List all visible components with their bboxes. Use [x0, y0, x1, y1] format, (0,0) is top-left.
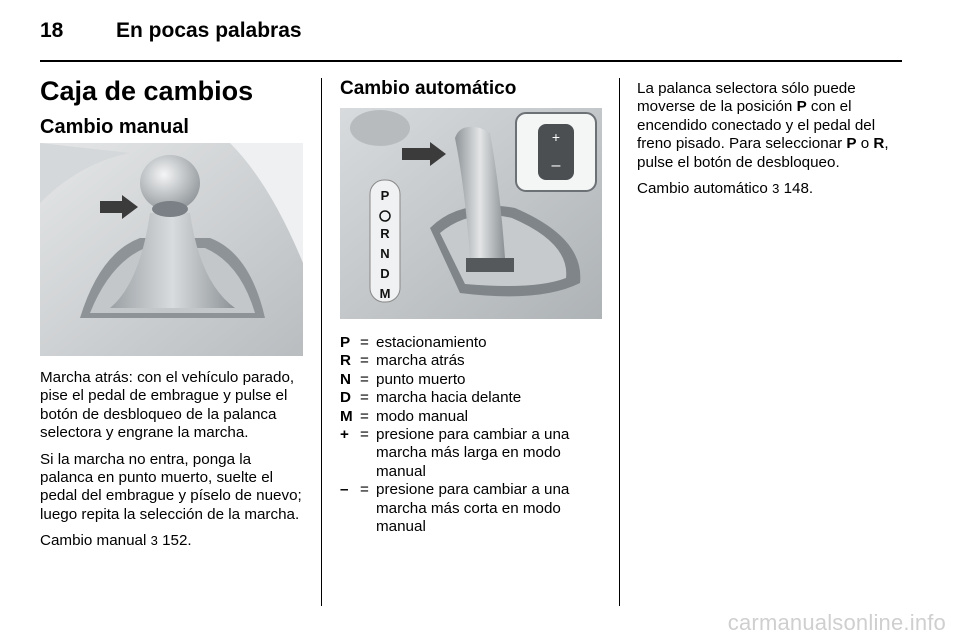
legend-row	[340, 408, 610, 426]
reference-arrow-icon: 3	[150, 533, 158, 549]
legend-equals: =	[360, 481, 369, 499]
legend-row	[340, 334, 610, 352]
automatic-gearshift-illustration	[340, 108, 602, 319]
legend-key: +	[340, 426, 349, 444]
gate-label-p: P	[380, 188, 390, 203]
legend-equals: =	[360, 389, 369, 407]
footer-watermark: carmanualsonline.info	[727, 610, 946, 635]
legend-description: estacionamiento	[376, 334, 487, 351]
legend-description: marcha atrás	[376, 352, 465, 370]
svg-text:–: –	[551, 157, 561, 174]
gate-label-r: R	[380, 226, 390, 241]
legend-key: M	[340, 407, 353, 425]
manual-subtitle: Cambio manual	[40, 116, 189, 138]
legend-description: presione para cambiar a una marcha más larga en modo manual	[376, 426, 570, 480]
automatic-gearshift-figure	[340, 108, 602, 319]
manual-body-text	[40, 369, 306, 559]
legend-row	[340, 371, 610, 389]
automatic-note: La palanca selectora sólo puede moverse de la posición P con el encendido conectado y el pedal del freno pisado. Para seleccionar P o R, pulse el botón de desbloqueo.	[637, 80, 889, 171]
page-number: 18	[40, 19, 64, 42]
gate-label-m: M	[379, 286, 391, 301]
automatic-reference-page: 148.	[783, 180, 814, 198]
legend-row	[340, 389, 610, 407]
manual-reference[interactable]	[40, 532, 306, 550]
section-title: En pocas palabras	[116, 19, 302, 42]
manual-gearshift-illustration	[40, 143, 303, 356]
automatic-reference[interactable]	[637, 180, 903, 198]
legend-description: punto muerto	[376, 370, 466, 388]
legend-equals: =	[360, 370, 369, 388]
manual-gearshift-figure	[40, 143, 303, 356]
legend-equals: =	[360, 407, 369, 425]
automatic-subtitle: Cambio automático	[340, 78, 517, 99]
legend-row	[340, 481, 610, 536]
header-rule	[40, 60, 902, 62]
legend-equals: =	[360, 334, 369, 351]
legend-row	[340, 352, 610, 370]
reference-arrow-icon: 3	[772, 181, 780, 197]
chapter-title: Caja de cambios	[40, 76, 254, 106]
legend-equals: =	[360, 352, 369, 370]
legend-description: presione para cambiar a una marcha más corta en modo manual	[376, 481, 570, 536]
legend-key: N	[340, 370, 351, 388]
legend-key: D	[340, 389, 351, 407]
manual-reference-page: 152.	[162, 532, 192, 550]
legend-key: P	[340, 334, 351, 351]
legend-row	[340, 426, 610, 481]
automatic-reference-text: Cambio automático	[637, 180, 768, 198]
manual-reference-text: Cambio manual	[40, 532, 147, 550]
legend-equals: =	[360, 426, 369, 444]
legend-description: marcha hacia delante	[376, 389, 522, 407]
manual-paragraph-2: Si la marcha no entra, ponga la palanca en punto muerto, suelte el pedal del embrague y píselo de nuevo; luego repita la selección de la marcha.	[40, 450, 302, 523]
column-divider-2	[619, 78, 620, 606]
gate-label-d: D	[380, 266, 390, 281]
column-divider-1	[321, 78, 322, 606]
svg-text:+: +	[551, 129, 561, 145]
legend-description: modo manual	[376, 407, 469, 425]
automatic-note-text	[637, 80, 903, 206]
manual-paragraph-1: Marcha atrás: con el vehículo parado, pise el pedal de embrague y pulse el botón de desbloqueo de la palanca selectora y engrane la marcha.	[40, 369, 295, 442]
automatic-legend	[340, 334, 610, 536]
legend-key: R	[340, 352, 351, 370]
legend-key: –	[340, 481, 349, 499]
gate-label-n: N	[380, 246, 390, 261]
